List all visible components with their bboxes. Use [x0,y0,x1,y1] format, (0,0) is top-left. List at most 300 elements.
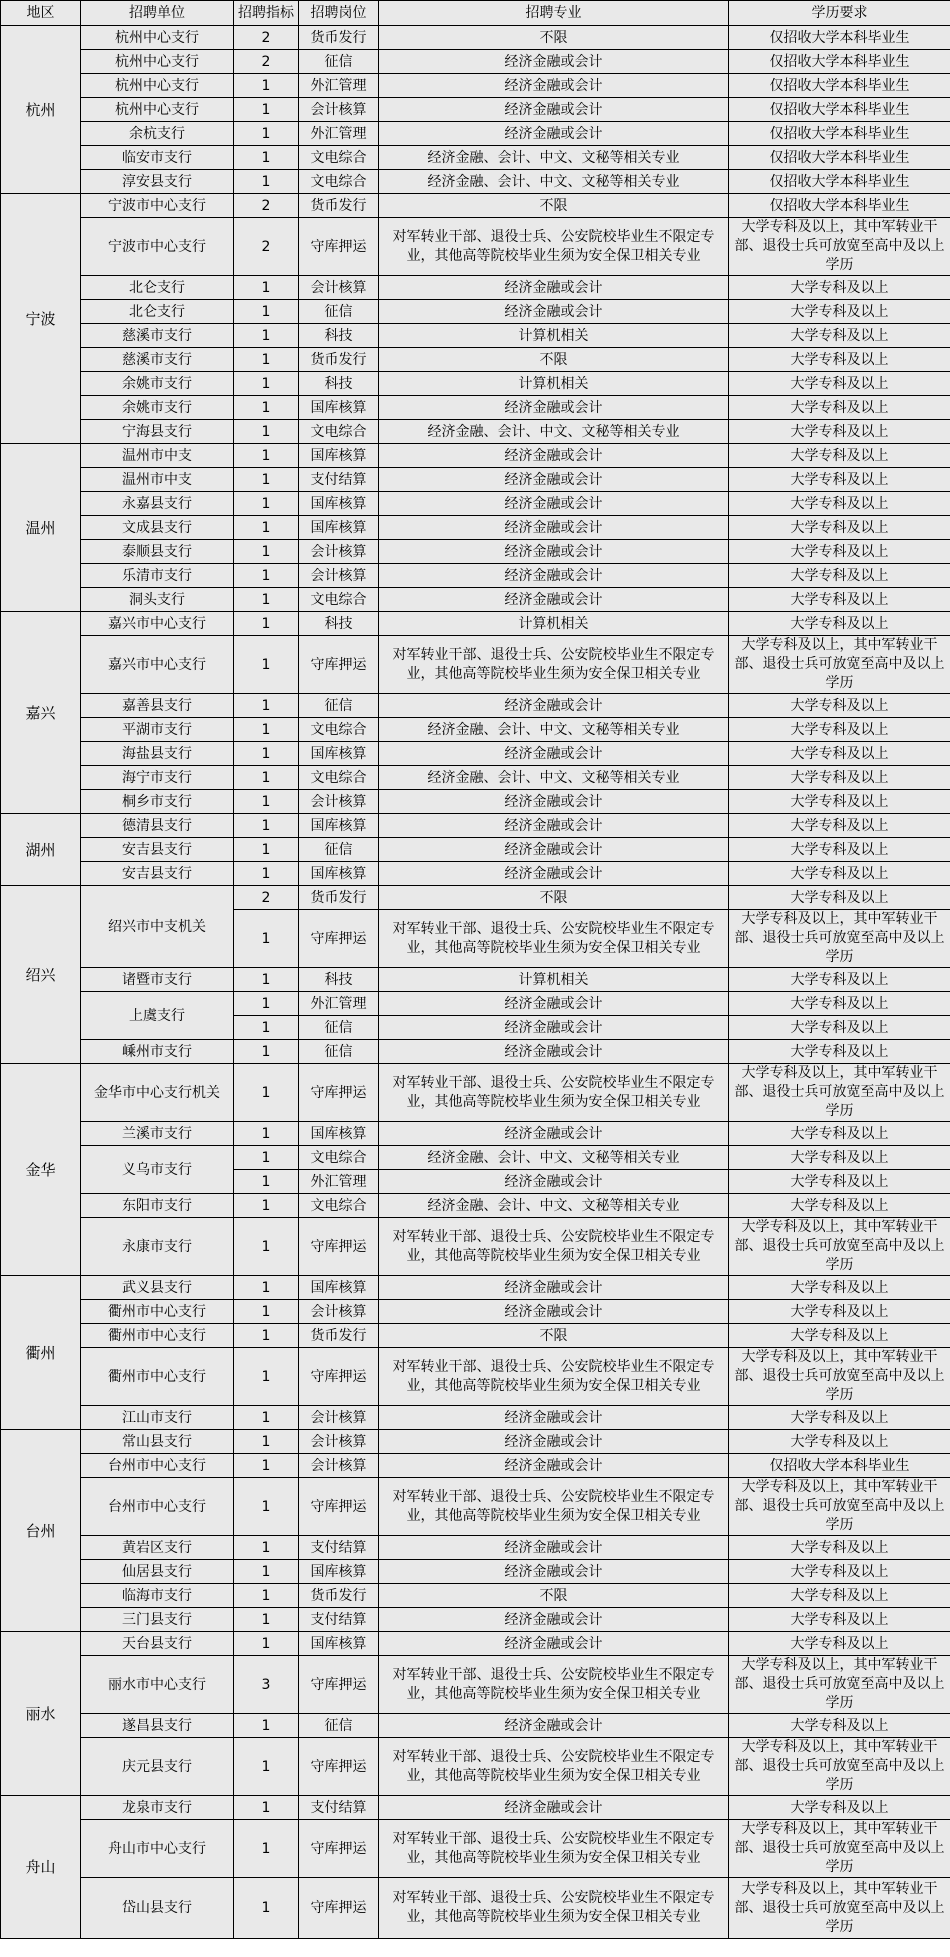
count-cell: 1 [234,1632,299,1656]
table-row [1,1218,950,1276]
table-row [1,540,950,564]
unit-cell: 嘉善县支行 [81,694,234,718]
education-cell: 大学专科及以上 [729,1632,950,1656]
count-cell: 1 [234,170,299,194]
post-cell: 守库押运 [299,910,379,968]
table-row [1,612,950,636]
unit-cell: 杭州中心支行 [81,50,234,74]
unit-cell: 庆元县支行 [81,1738,234,1796]
major-cell: 经济金融、会计、中文、文秘等相关专业 [379,766,729,790]
table-row [1,1300,950,1324]
table-row [1,26,950,50]
education-cell: 仅招收大学本科毕业生 [729,122,950,146]
unit-cell: 绍兴市中支机关 [81,886,234,968]
unit-cell: 常山县支行 [81,1430,234,1454]
education-cell: 大学专科及以上 [729,1560,950,1584]
unit-cell: 台州市中心支行 [81,1454,234,1478]
post-cell: 货币发行 [299,1584,379,1608]
unit-cell: 天台县支行 [81,1632,234,1656]
education-cell: 大学专科及以上 [729,396,950,420]
post-cell: 会计核算 [299,1300,379,1324]
post-cell: 守库押运 [299,1348,379,1406]
table-row [1,1536,950,1560]
major-cell: 经济金融、会计、中文、文秘等相关专业 [379,146,729,170]
count-cell: 3 [234,1656,299,1714]
education-cell: 大学专科及以上 [729,540,950,564]
post-cell: 守库押运 [299,1478,379,1536]
table-row [1,396,950,420]
unit-cell: 兰溪市支行 [81,1122,234,1146]
table-row [1,468,950,492]
major-cell: 经济金融或会计 [379,276,729,300]
unit-cell: 永康市支行 [81,1218,234,1276]
table-row [1,146,950,170]
unit-cell: 上虞支行 [81,992,234,1040]
header-count: 招聘指标 [234,1,299,26]
education-cell: 大学专科及以上，其中军转业干部、退役士兵可放宽至高中及以上学历 [729,1218,950,1276]
count-cell: 1 [234,372,299,396]
count-cell: 1 [234,1218,299,1276]
education-cell: 大学专科及以上 [729,612,950,636]
unit-cell: 宁波市中心支行 [81,194,234,218]
table-row [1,968,950,992]
post-cell: 会计核算 [299,276,379,300]
post-cell: 守库押运 [299,1656,379,1714]
major-cell: 经济金融或会计 [379,1406,729,1430]
count-cell: 1 [234,396,299,420]
region-cell: 金华 [1,1064,81,1276]
table-row [1,1584,950,1608]
unit-cell: 北仑支行 [81,276,234,300]
header-major: 招聘专业 [379,1,729,26]
post-cell: 守库押运 [299,1218,379,1276]
major-cell: 经济金融或会计 [379,1170,729,1194]
major-cell: 不限 [379,886,729,910]
education-cell: 大学专科及以上 [729,1146,950,1170]
education-cell: 大学专科及以上 [729,300,950,324]
post-cell: 国库核算 [299,862,379,886]
education-cell: 大学专科及以上，其中军转业干部、退役士兵可放宽至高中及以上学历 [729,636,950,694]
major-cell: 经济金融或会计 [379,468,729,492]
major-cell: 经济金融或会计 [379,814,729,838]
education-cell: 仅招收大学本科毕业生 [729,146,950,170]
unit-cell: 舟山市中心支行 [81,1820,234,1878]
post-cell: 会计核算 [299,1406,379,1430]
count-cell: 1 [234,968,299,992]
unit-cell: 杭州中心支行 [81,26,234,50]
table-row [1,838,950,862]
count-cell: 2 [234,886,299,910]
region-cell: 湖州 [1,814,81,886]
post-cell: 守库押运 [299,218,379,276]
education-cell: 大学专科及以上 [729,1170,950,1194]
major-cell: 对军转业干部、退役士兵、公安院校毕业生不限定专业，其他高等院校毕业生须为安全保卫相关专业 [379,1348,729,1406]
education-cell: 大学专科及以上 [729,1536,950,1560]
education-cell: 大学专科及以上 [729,1584,950,1608]
major-cell: 经济金融或会计 [379,1040,729,1064]
major-cell: 经济金融或会计 [379,1632,729,1656]
major-cell: 经济金融或会计 [379,588,729,612]
major-cell: 经济金融或会计 [379,74,729,98]
post-cell: 征信 [299,50,379,74]
table-row [1,814,950,838]
unit-cell: 三门县支行 [81,1608,234,1632]
count-cell: 1 [234,1478,299,1536]
table-row [1,1820,950,1878]
unit-cell: 岱山县支行 [81,1878,234,1939]
table-row [1,1430,950,1454]
education-cell: 大学专科及以上 [729,492,950,516]
post-cell: 货币发行 [299,26,379,50]
education-cell: 仅招收大学本科毕业生 [729,98,950,122]
count-cell: 1 [234,612,299,636]
post-cell: 科技 [299,968,379,992]
table-row [1,1632,950,1656]
education-cell: 大学专科及以上 [729,968,950,992]
education-cell: 大学专科及以上 [729,564,950,588]
header-post: 招聘岗位 [299,1,379,26]
major-cell: 经济金融或会计 [379,492,729,516]
table-row [1,886,950,910]
unit-cell: 杭州中心支行 [81,74,234,98]
post-cell: 征信 [299,1016,379,1040]
education-cell: 仅招收大学本科毕业生 [729,194,950,218]
post-cell: 货币发行 [299,886,379,910]
post-cell: 科技 [299,324,379,348]
post-cell: 文电综合 [299,1194,379,1218]
table-row [1,636,950,694]
major-cell: 经济金融、会计、中文、文秘等相关专业 [379,170,729,194]
major-cell: 对军转业干部、退役士兵、公安院校毕业生不限定专业，其他高等院校毕业生须为安全保卫相关专业 [379,1878,729,1939]
count-cell: 1 [234,862,299,886]
count-cell: 2 [234,50,299,74]
education-cell: 大学专科及以上，其中军转业干部、退役士兵可放宽至高中及以上学历 [729,1820,950,1878]
education-cell: 大学专科及以上 [729,468,950,492]
count-cell: 1 [234,790,299,814]
major-cell: 计算机相关 [379,372,729,396]
header-education: 学历要求 [729,1,950,26]
count-cell: 1 [234,420,299,444]
post-cell: 外汇管理 [299,1170,379,1194]
count-cell: 1 [234,992,299,1016]
education-cell: 大学专科及以上，其中军转业干部、退役士兵可放宽至高中及以上学历 [729,1478,950,1536]
major-cell: 计算机相关 [379,612,729,636]
table-row [1,1608,950,1632]
major-cell: 经济金融或会计 [379,694,729,718]
education-cell: 大学专科及以上 [729,1276,950,1300]
major-cell: 经济金融或会计 [379,1536,729,1560]
major-cell: 经济金融或会计 [379,1430,729,1454]
count-cell: 1 [234,300,299,324]
table-row [1,1738,950,1796]
education-cell: 大学专科及以上 [729,718,950,742]
post-cell: 国库核算 [299,492,379,516]
major-cell: 经济金融或会计 [379,992,729,1016]
unit-cell: 淳安县支行 [81,170,234,194]
major-cell: 对军转业干部、退役士兵、公安院校毕业生不限定专业，其他高等院校毕业生须为安全保卫相关专业 [379,1656,729,1714]
header-unit: 招聘单位 [81,1,234,26]
count-cell: 1 [234,588,299,612]
table-row [1,300,950,324]
count-cell: 1 [234,814,299,838]
unit-cell: 德清县支行 [81,814,234,838]
post-cell: 会计核算 [299,540,379,564]
post-cell: 支付结算 [299,468,379,492]
post-cell: 守库押运 [299,1738,379,1796]
table-row [1,766,950,790]
count-cell: 1 [234,564,299,588]
count-cell: 1 [234,1276,299,1300]
major-cell: 经济金融或会计 [379,790,729,814]
education-cell: 大学专科及以上，其中军转业干部、退役士兵可放宽至高中及以上学历 [729,1656,950,1714]
post-cell: 征信 [299,300,379,324]
region-cell: 台州 [1,1430,81,1632]
count-cell: 1 [234,146,299,170]
table-row [1,98,950,122]
table-row [1,862,950,886]
major-cell: 经济金融或会计 [379,1608,729,1632]
table-row [1,1406,950,1430]
unit-cell: 台州市中心支行 [81,1478,234,1536]
education-cell: 大学专科及以上 [729,992,950,1016]
unit-cell: 安吉县支行 [81,862,234,886]
table-row [1,516,950,540]
count-cell: 1 [234,1170,299,1194]
table-row [1,1796,950,1820]
post-cell: 文电综合 [299,1146,379,1170]
count-cell: 2 [234,218,299,276]
unit-cell: 余杭支行 [81,122,234,146]
count-cell: 1 [234,1796,299,1820]
education-cell: 大学专科及以上 [729,1300,950,1324]
post-cell: 国库核算 [299,516,379,540]
table-row [1,588,950,612]
table-row [1,1194,950,1218]
major-cell: 对军转业干部、退役士兵、公安院校毕业生不限定专业，其他高等院校毕业生须为安全保卫相关专业 [379,218,729,276]
count-cell: 1 [234,910,299,968]
major-cell: 对军转业干部、退役士兵、公安院校毕业生不限定专业，其他高等院校毕业生须为安全保卫相关专业 [379,910,729,968]
count-cell: 1 [234,742,299,766]
unit-cell: 龙泉市支行 [81,1796,234,1820]
count-cell: 1 [234,694,299,718]
education-cell: 大学专科及以上 [729,1430,950,1454]
count-cell: 1 [234,324,299,348]
count-cell: 1 [234,1584,299,1608]
unit-cell: 临安市支行 [81,146,234,170]
post-cell: 外汇管理 [299,74,379,98]
unit-cell: 衢州市中心支行 [81,1300,234,1324]
major-cell: 经济金融、会计、中文、文秘等相关专业 [379,420,729,444]
post-cell: 国库核算 [299,814,379,838]
major-cell: 对军转业干部、退役士兵、公安院校毕业生不限定专业，其他高等院校毕业生须为安全保卫相关专业 [379,1064,729,1122]
post-cell: 科技 [299,612,379,636]
region-cell: 绍兴 [1,886,81,1064]
post-cell: 国库核算 [299,444,379,468]
post-cell: 会计核算 [299,790,379,814]
post-cell: 国库核算 [299,396,379,420]
education-cell: 仅招收大学本科毕业生 [729,26,950,50]
major-cell: 经济金融或会计 [379,862,729,886]
post-cell: 会计核算 [299,1430,379,1454]
count-cell: 1 [234,1536,299,1560]
major-cell: 计算机相关 [379,968,729,992]
count-cell: 1 [234,74,299,98]
unit-cell: 杭州中心支行 [81,98,234,122]
count-cell: 1 [234,1454,299,1478]
education-cell: 仅招收大学本科毕业生 [729,1454,950,1478]
table-row [1,1324,950,1348]
post-cell: 文电综合 [299,146,379,170]
table-row [1,420,950,444]
education-cell: 大学专科及以上 [729,814,950,838]
count-cell: 1 [234,1194,299,1218]
table-row [1,194,950,218]
unit-cell: 海盐县支行 [81,742,234,766]
major-cell: 经济金融或会计 [379,122,729,146]
major-cell: 经济金融或会计 [379,540,729,564]
post-cell: 国库核算 [299,1276,379,1300]
education-cell: 大学专科及以上 [729,276,950,300]
count-cell: 1 [234,1608,299,1632]
post-cell: 科技 [299,372,379,396]
unit-cell: 余姚市支行 [81,372,234,396]
unit-cell: 衢州市中心支行 [81,1348,234,1406]
major-cell: 对军转业干部、退役士兵、公安院校毕业生不限定专业，其他高等院校毕业生须为安全保卫相关专业 [379,1478,729,1536]
education-cell: 仅招收大学本科毕业生 [729,170,950,194]
table-row [1,1146,950,1170]
major-cell: 经济金融或会计 [379,1300,729,1324]
count-cell: 1 [234,1122,299,1146]
region-cell: 杭州 [1,26,81,194]
major-cell: 经济金融或会计 [379,1796,729,1820]
count-cell: 1 [234,1324,299,1348]
count-cell: 1 [234,1714,299,1738]
unit-cell: 乐清市支行 [81,564,234,588]
region-cell: 温州 [1,444,81,612]
major-cell: 经济金融或会计 [379,564,729,588]
count-cell: 1 [234,766,299,790]
table-row [1,218,950,276]
unit-cell: 嘉兴市中心支行 [81,612,234,636]
unit-cell: 洞头支行 [81,588,234,612]
table-row [1,444,950,468]
unit-cell: 海宁市支行 [81,766,234,790]
education-cell: 大学专科及以上 [729,1016,950,1040]
table-row [1,1122,950,1146]
unit-cell: 嘉兴市中心支行 [81,636,234,694]
post-cell: 国库核算 [299,742,379,766]
unit-cell: 慈溪市支行 [81,324,234,348]
unit-cell: 义乌市支行 [81,1146,234,1194]
education-cell: 大学专科及以上 [729,1324,950,1348]
count-cell: 1 [234,1820,299,1878]
unit-cell: 平湖市支行 [81,718,234,742]
table-row [1,790,950,814]
unit-cell: 黄岩区支行 [81,1536,234,1560]
post-cell: 征信 [299,1040,379,1064]
post-cell: 外汇管理 [299,122,379,146]
education-cell: 大学专科及以上，其中军转业干部、退役士兵可放宽至高中及以上学历 [729,218,950,276]
education-cell: 仅招收大学本科毕业生 [729,74,950,98]
region-cell: 舟山 [1,1796,81,1939]
count-cell: 1 [234,1560,299,1584]
count-cell: 1 [234,98,299,122]
count-cell: 1 [234,1738,299,1796]
table-row [1,170,950,194]
post-cell: 文电综合 [299,718,379,742]
table-row [1,1714,950,1738]
major-cell: 经济金融或会计 [379,300,729,324]
post-cell: 文电综合 [299,588,379,612]
major-cell: 不限 [379,1584,729,1608]
education-cell: 大学专科及以上 [729,1796,950,1820]
education-cell: 大学专科及以上，其中军转业干部、退役士兵可放宽至高中及以上学历 [729,1878,950,1939]
unit-cell: 宁海县支行 [81,420,234,444]
major-cell: 不限 [379,26,729,50]
unit-cell: 文成县支行 [81,516,234,540]
post-cell: 货币发行 [299,348,379,372]
major-cell: 经济金融或会计 [379,1276,729,1300]
table-row [1,348,950,372]
post-cell: 守库押运 [299,1064,379,1122]
count-cell: 1 [234,122,299,146]
major-cell: 经济金融、会计、中文、文秘等相关专业 [379,718,729,742]
count-cell: 1 [234,492,299,516]
table-row [1,1454,950,1478]
region-cell: 丽水 [1,1632,81,1796]
count-cell: 1 [234,444,299,468]
count-cell: 1 [234,636,299,694]
unit-cell: 金华市中心支行机关 [81,1064,234,1122]
post-cell: 货币发行 [299,194,379,218]
post-cell: 国库核算 [299,1632,379,1656]
major-cell: 不限 [379,194,729,218]
count-cell: 1 [234,348,299,372]
post-cell: 支付结算 [299,1796,379,1820]
unit-cell: 宁波市中心支行 [81,218,234,276]
education-cell: 大学专科及以上 [729,444,950,468]
post-cell: 文电综合 [299,420,379,444]
table-row [1,1040,950,1064]
unit-cell: 桐乡市支行 [81,790,234,814]
education-cell: 大学专科及以上 [729,1194,950,1218]
major-cell: 计算机相关 [379,324,729,348]
table-row [1,74,950,98]
count-cell: 1 [234,540,299,564]
table-row [1,122,950,146]
count-cell: 2 [234,26,299,50]
post-cell: 征信 [299,1714,379,1738]
post-cell: 文电综合 [299,170,379,194]
education-cell: 大学专科及以上，其中军转业干部、退役士兵可放宽至高中及以上学历 [729,1348,950,1406]
table-row [1,1478,950,1536]
major-cell: 经济金融或会计 [379,1714,729,1738]
count-cell: 1 [234,1430,299,1454]
education-cell: 大学专科及以上 [729,420,950,444]
table-row [1,564,950,588]
post-cell: 守库押运 [299,636,379,694]
header-row [1,1,950,26]
education-cell: 大学专科及以上 [729,1040,950,1064]
education-cell: 大学专科及以上 [729,1406,950,1430]
education-cell: 大学专科及以上 [729,838,950,862]
count-cell: 1 [234,1406,299,1430]
table-row [1,992,950,1016]
count-cell: 1 [234,1146,299,1170]
post-cell: 国库核算 [299,1122,379,1146]
education-cell: 大学专科及以上，其中军转业干部、退役士兵可放宽至高中及以上学历 [729,1738,950,1796]
major-cell: 经济金融或会计 [379,1016,729,1040]
